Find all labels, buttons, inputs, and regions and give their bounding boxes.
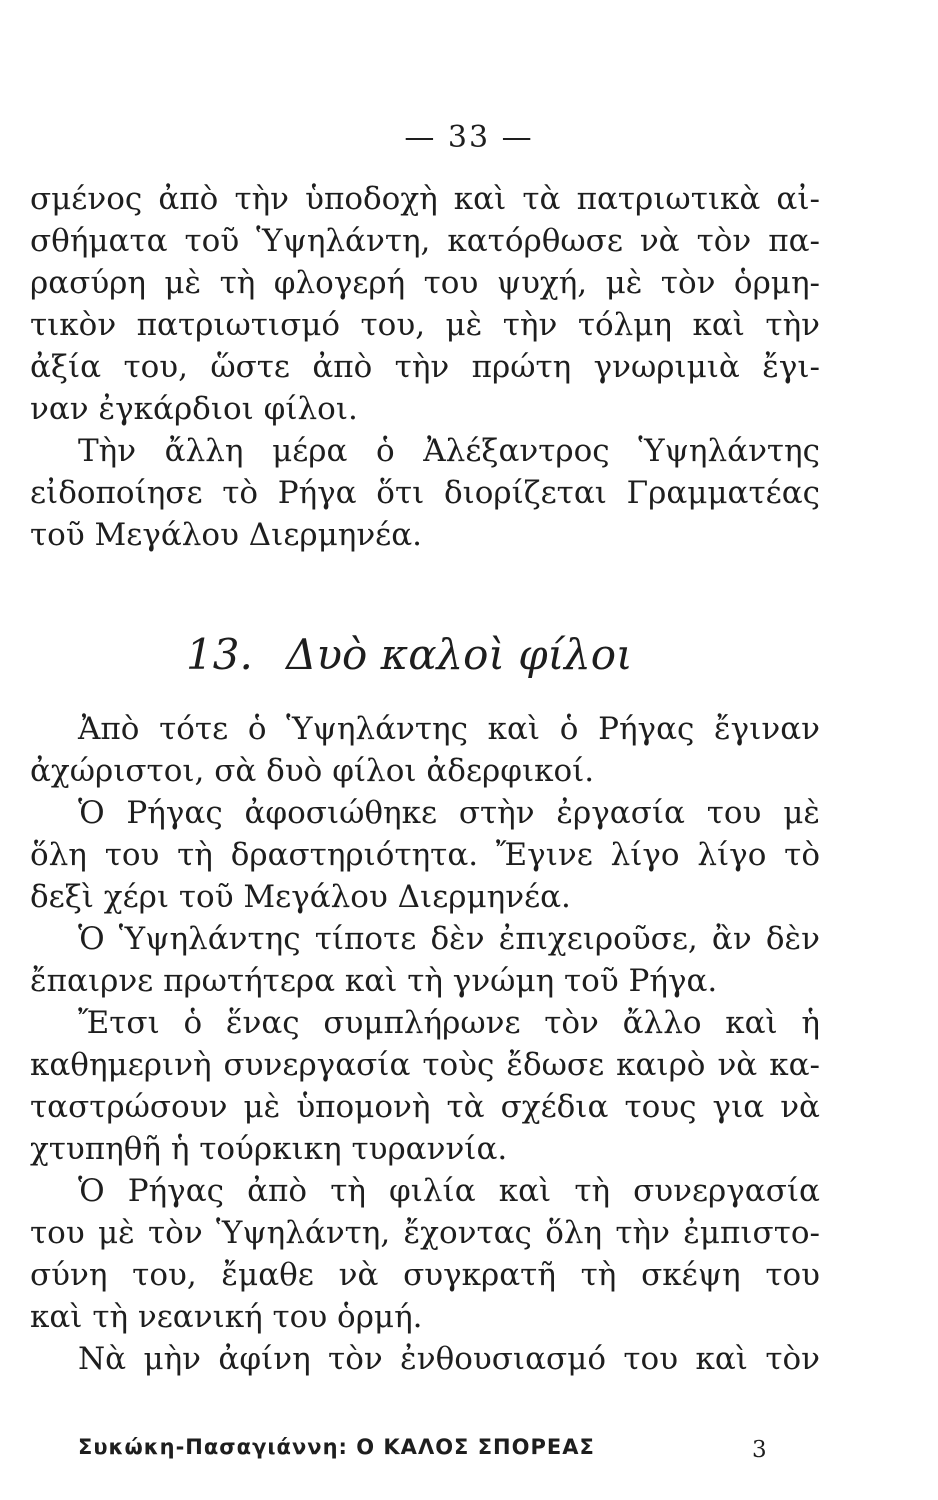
paragraph <box>30 918 820 1002</box>
paragraph <box>30 430 820 556</box>
paragraph <box>30 1338 820 1380</box>
text-line: ναν ἐγκάρδιοι φίλοι. <box>30 391 358 427</box>
text-line: Ὁ Ρήγας ἀπὸ τὴ φιλία καὶ τὴ συνεργασία <box>78 1173 820 1209</box>
paragraph <box>30 792 820 918</box>
text-line: Ἔτσι ὁ ἕνας συμπλήρωνε τὸν ἄλλο καὶ ἡ <box>78 1005 820 1041</box>
text-line: Τὴν ἄλλη μέρα ὁ Ἀλέξαντρος Ὑψηλάντης <box>78 433 820 469</box>
text-line: χτυπηθῆ ἡ τούρκικη τυραννία. <box>30 1131 508 1167</box>
signature-mark: 3 <box>752 1437 767 1463</box>
paragraph <box>30 708 820 792</box>
paragraph <box>30 1002 820 1170</box>
text-line: δεξὶ χέρι τοῦ Μεγάλου Διερμηνέα. <box>30 879 571 915</box>
text-line: σμένος ἀπὸ τὴν ὑποδοχὴ καὶ τὰ πατριωτικὰ αἰ- <box>30 181 820 217</box>
text-line: σθήματα τοῦ Ὑψηλάντη, κατόρθωσε νὰ τὸν πα- <box>30 223 820 259</box>
text-line: Ὁ Ρήγας ἀφοσιώθηκε στὴν ἐργασία του μὲ <box>78 795 820 831</box>
chapter-heading <box>186 630 633 679</box>
text-line: ρασύρη μὲ τὴ φλογερή του ψυχή, μὲ τὸν ὁρμη- <box>30 265 820 301</box>
text-line: Ὁ Ὑψηλάντης τίποτε δὲν ἐπιχειροῦσε, ἂν δὲν <box>78 921 820 957</box>
chapter-number: 13. <box>186 630 253 679</box>
chapter-title: Δυὸ καλοὶ φίλοι <box>286 630 633 679</box>
text-line: καὶ τὴ νεανική του ὁρμή. <box>30 1299 423 1335</box>
paragraph <box>30 1170 820 1338</box>
page-number: — 33 — <box>404 120 534 155</box>
text-line: καθημερινὴ συνεργασία τοὺς ἔδωσε καιρὸ νὰ κα- <box>30 1047 820 1083</box>
text-line: εἰδοποίησε τὸ Ρήγα ὅτι διορίζεται Γραμματέας <box>30 475 820 511</box>
text-line: σύνη του, ἔμαθε νὰ συγκρατῆ τὴ σκέψη του <box>30 1257 820 1293</box>
footer-title: Συκώκη-Πασαγιάννη: Ο ΚΑΛΟΣ ΣΠΟΡΕΑΣ <box>78 1435 595 1459</box>
text-line: του μὲ τὸν Ὑψηλάντη, ἔχοντας ὅλη τὴν ἐμπιστο- <box>30 1215 820 1251</box>
paragraph <box>30 178 820 430</box>
text-line: τικὸν πατριωτισμό του, μὲ τὴν τόλμη καὶ τὴν <box>30 307 820 343</box>
text-block-top <box>30 178 820 556</box>
text-line: ἀχώριστοι, σὰ δυὸ φίλοι ἀδερφικοί. <box>30 753 595 789</box>
text-line: ἀξία του, ὥστε ἀπὸ τὴν πρώτη γνωριμιὰ ἔγι- <box>30 349 820 385</box>
text-line: Ἀπὸ τότε ὁ Ὑψηλάντης καὶ ὁ Ρήγας ἔγιναν <box>78 711 820 747</box>
text-line: ταστρώσουν μὲ ὑπομονὴ τὰ σχέδια τους για νὰ <box>30 1089 820 1125</box>
text-line: τοῦ Μεγάλου Διερμηνέα. <box>30 517 423 553</box>
text-line: ὅλη του τὴ δραστηριότητα. Ἔγινε λίγο λίγο τὸ <box>30 837 820 873</box>
text-line: Νὰ μὴν ἀφίνη τὸν ἐνθουσιασμό του καὶ τὸν <box>78 1341 820 1377</box>
text-block-bottom <box>30 708 820 1380</box>
text-line: ἔπαιρνε πρωτήτερα καὶ τὴ γνώμη τοῦ Ρήγα. <box>30 963 718 999</box>
